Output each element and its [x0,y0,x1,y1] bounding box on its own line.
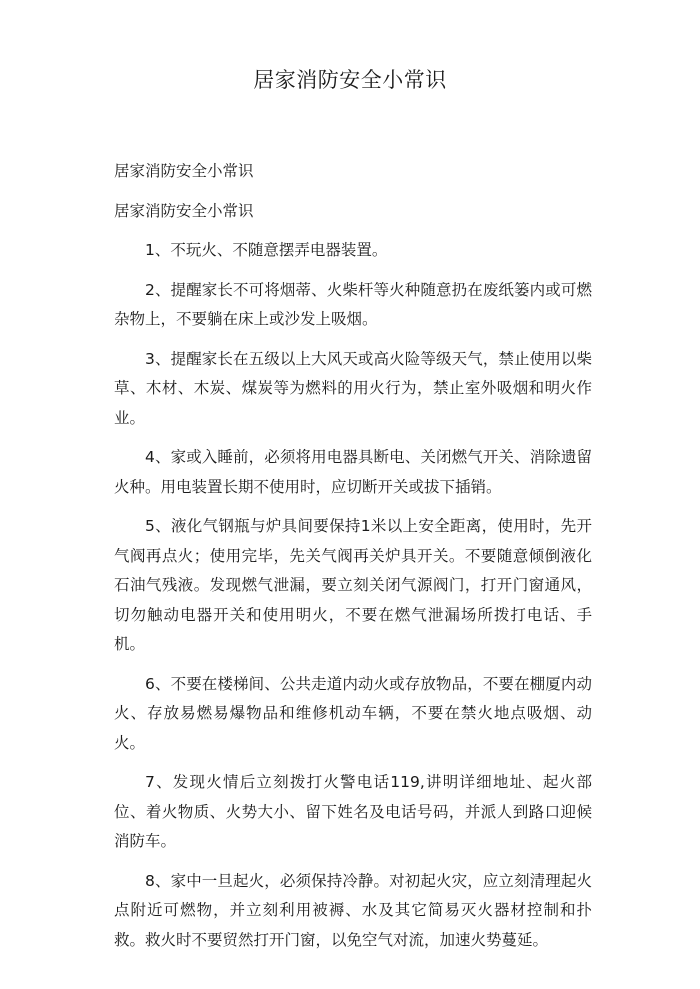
document-title: 居家消防安全小常识 [253,68,447,92]
document-body [114,157,592,965]
paragraph-2: 2、提醒家长不可将烟蒂、火柴杆等火种随意扔在废纸篓内或可燃杂物上，不要躺在床上或沙发上吸烟。 [114,280,592,328]
paragraph-6: 6、不要在楼梯间、公共走道内动火或存放物品，不要在棚厦内动火、存放易燃易爆物品和维修机动车辆，不要在禁火地点吸烟、动火。 [114,674,592,752]
paragraph-5: 5、液化气钢瓶与炉具间要保持1米以上安全距离，使用时，先开气阀再点火；使用完毕，先关气阀再关炉具开关。不要随意倾倒液化石油气残液。发现燃气泄漏，要立刻关闭气源阀门，打开门窗通风，切勿触动电器开关和使用明火，不要在燃气泄漏场所拨打电话、手机。 [114,517,592,653]
paragraph-7: 7、发现火情后立刻拨打火警电话119,讲明详细地址、起火部位、着火物质、火势大小、留下姓名及电话号码，并派人到路口迎候消防车。 [114,773,592,850]
paragraph-4: 4、家或入睡前，必须将用电器具断电、关闭燃气开关、消除遗留火种。用电装置长期不使用时，应切断开关或拔下插销。 [114,448,592,496]
paragraph-3: 3、提醒家长在五级以上大风天或高火险等级天气，禁止使用以柴草、木材、木炭、煤炭等为燃料的用火行为，禁止室外吸烟和明火作业。 [114,349,592,427]
subtitle-1: 居家消防安全小常识 [114,162,254,180]
paragraph-1: 1、不玩火、不随意摆弄电器装置。 [145,241,388,259]
paragraph-8: 8、家中一旦起火，必须保持冷静。对初起火灾，应立刻清理起火点附近可燃物，并立刻利用被褥、水及其它简易灭火器材控制和扑救。救火时不要贸然打开门窗，以免空气对流，加速火势蔓延。 [114,871,592,949]
subtitle-2: 居家消防安全小常识 [114,201,254,220]
